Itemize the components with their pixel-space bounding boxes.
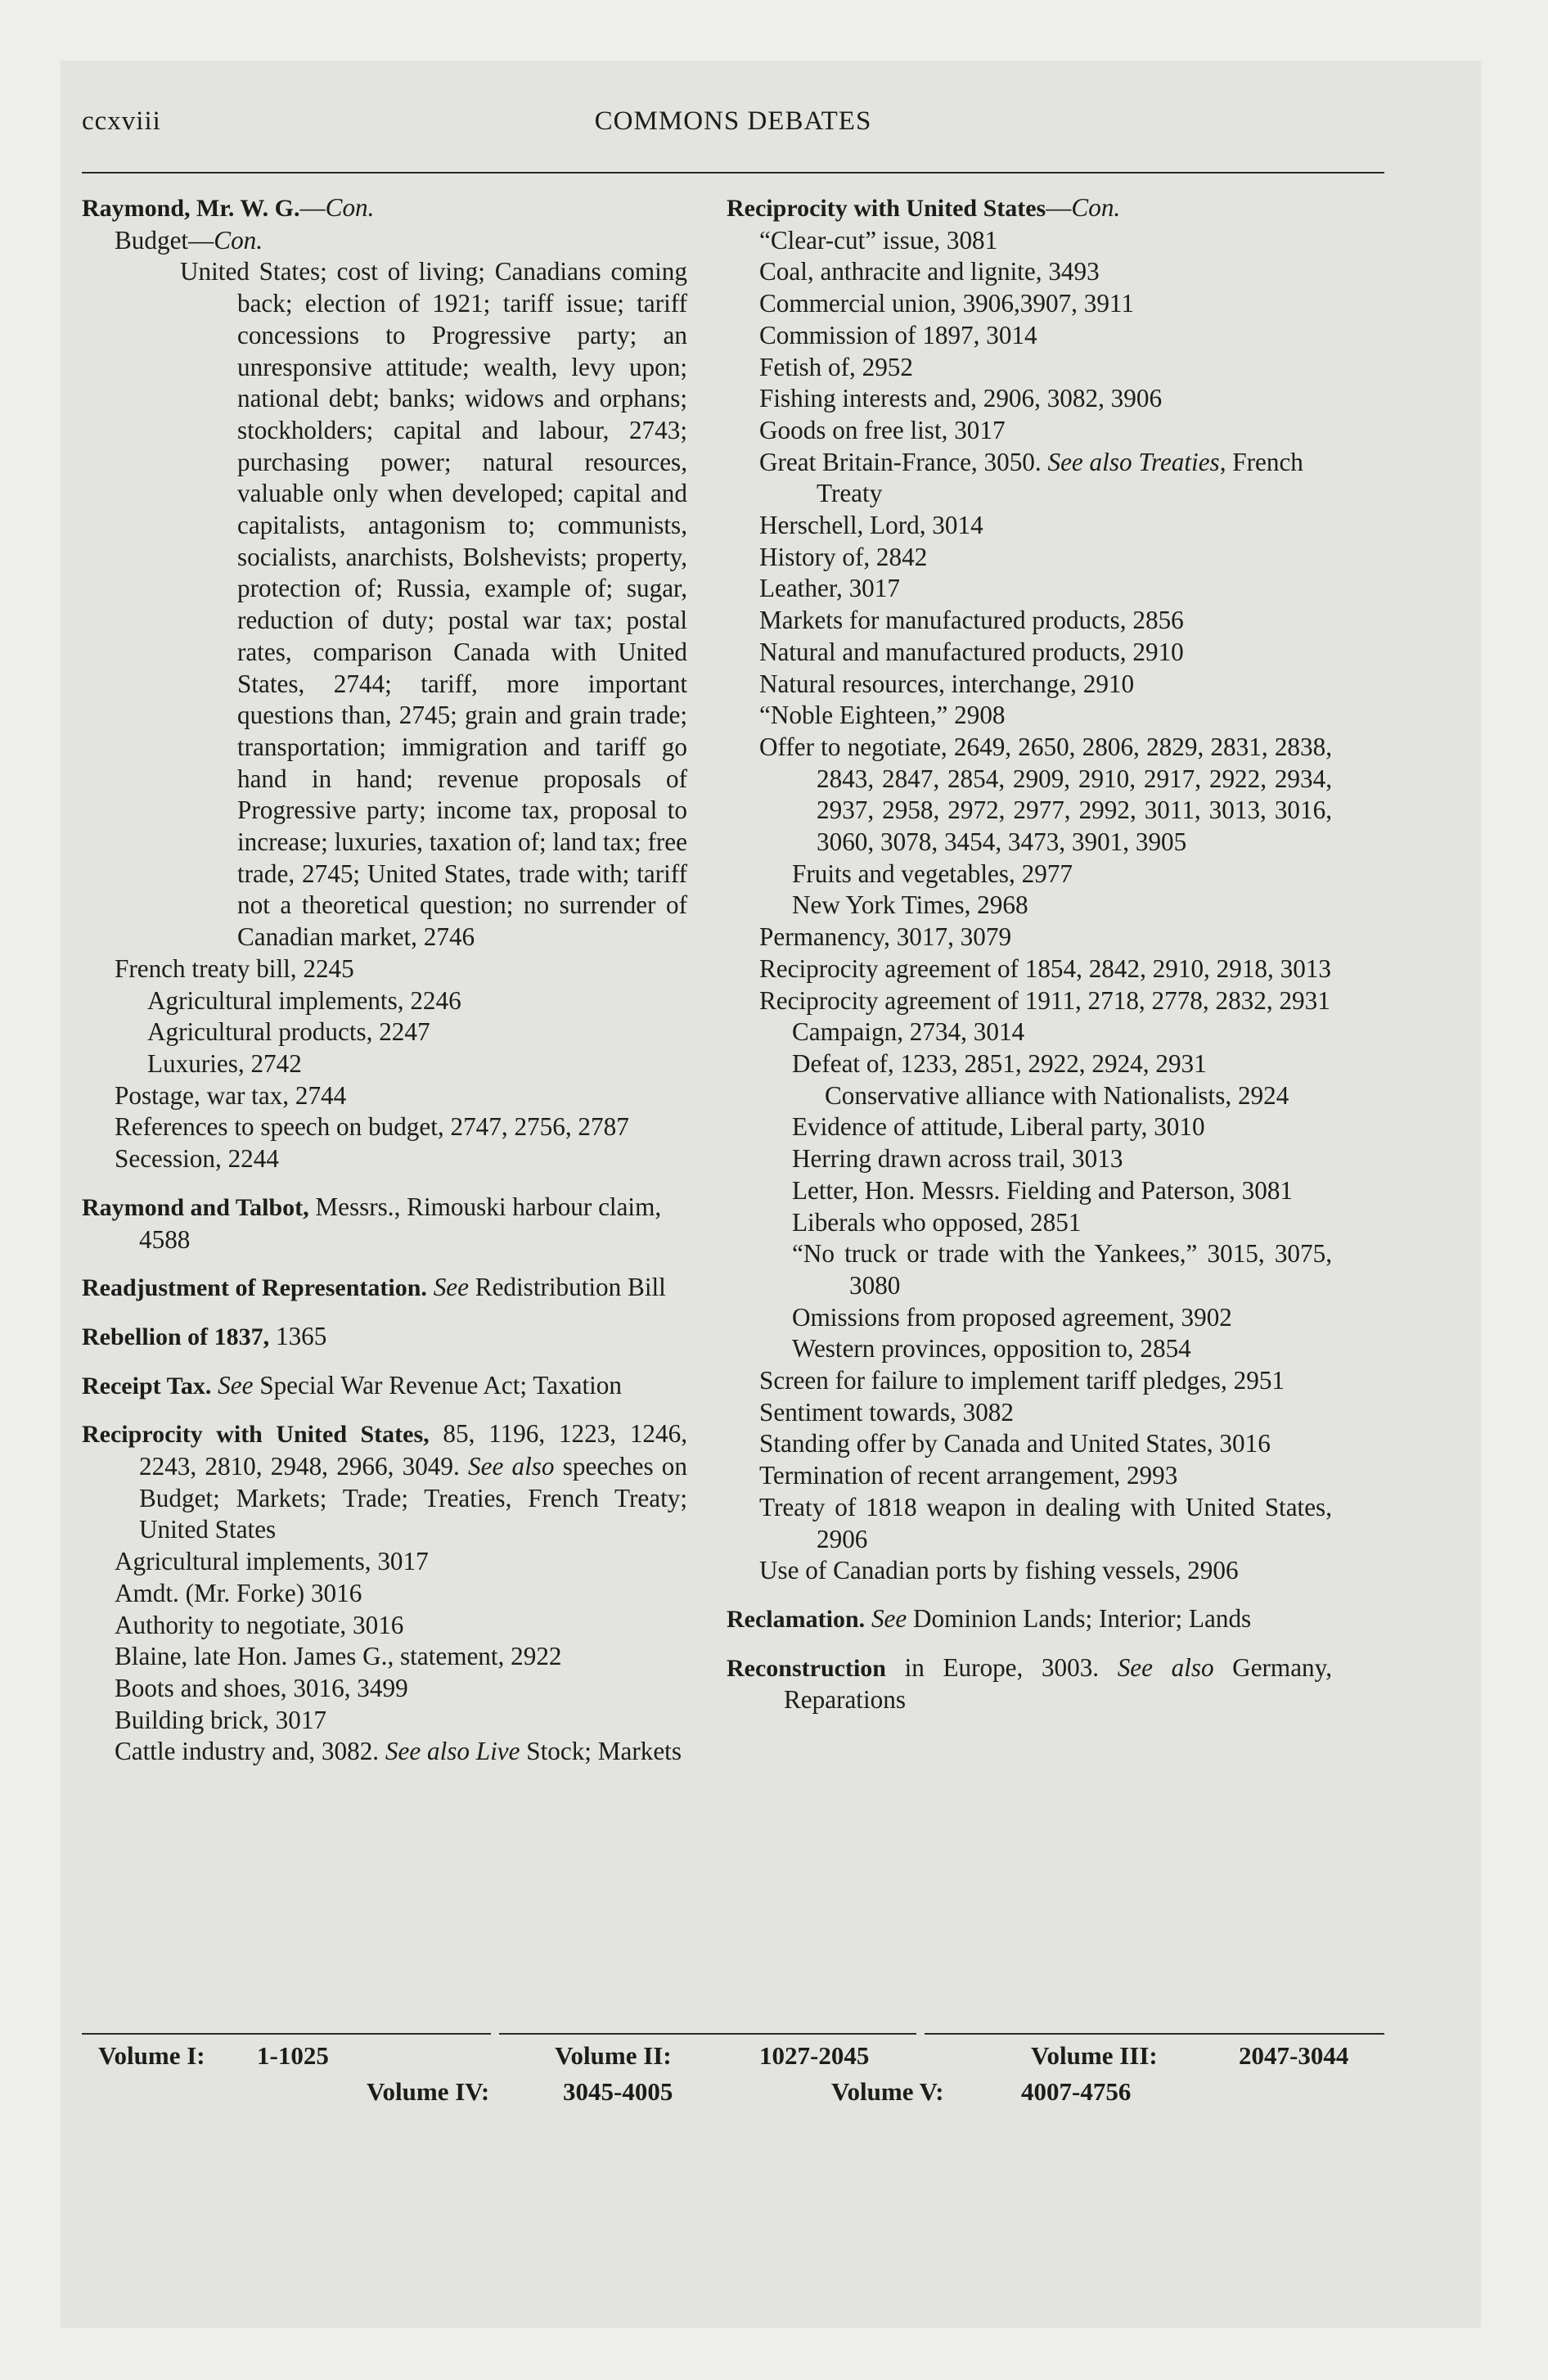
entry-cross-reference: Con. (325, 193, 375, 222)
entry-text: 85, 1196, 1223, 1246, 2243, 2810, 2948, 2966, 3049. (139, 1419, 688, 1481)
footer-rule (925, 2033, 1384, 2035)
index-subentry (727, 256, 1332, 288)
volume-3-label: Volume III: (1031, 2041, 1158, 2070)
entry-text: United States; cost of living; Canadians coming back; election of 1921; tariff issue; tariff concessions to Progressive party; an unresponsive attitude; wealth, levy upon; national debt; banks; widows and orphans; stockholders; capital and labour, 2743; purchasing power; natural resources, valuable only when developed; capital and capitalists, antagonism to; communists, socialists, anarchists, Bolshevists; property, protection of; Russia, example of; sugar, reduction of duty; postal war tax; postal rates, comparison Canada with United States, 2744; tariff, more important questions than, 2745; grain and grain trade; transportation; immigration and tariff go hand in hand; revenue proposals of Progressive party; income tax, proposal to increase; luxuries, taxation of; land tax; free trade, 2745; United States, trade with; tariff not a theoretical question; no surrender of Canadian market, 2746 (180, 257, 687, 952)
entry-text: Western provinces, opposition to, 2854 (792, 1334, 1191, 1364)
entry-headword: Raymond, Mr. W. G. (82, 195, 300, 222)
entry-text: Commission of 1897, 3014 (759, 320, 1037, 349)
entry-text: Natural resources, interchange, 2910 (759, 669, 1135, 698)
index-subentry (727, 1333, 1332, 1365)
entry-headword: Readjustment of Representation. (82, 1274, 427, 1302)
index-heading-entry (82, 1418, 687, 1546)
entry-text: in Europe, 3003. (885, 1652, 1118, 1682)
entry-text: Fetish of, 2952 (759, 352, 913, 381)
index-subentry (727, 922, 1332, 953)
entry-text: Reciprocity agreement of 1854, 2842, 2910, 2918, 3013 (759, 953, 1331, 983)
index-subentry (82, 1048, 687, 1080)
index-subentry (727, 1175, 1332, 1207)
index-subentry (727, 669, 1332, 701)
volume-3-range: 2047-3044 (1239, 2041, 1349, 2070)
entry-text: Building brick, 3017 (115, 1705, 327, 1734)
index-subentry (82, 1673, 687, 1705)
entry-text: Blaine, late Hon. James G., statement, 2922 (115, 1642, 562, 1671)
index-subentry (727, 1365, 1332, 1397)
entry-text: “Noble Eighteen,” 2908 (759, 701, 1006, 730)
index-subentry (82, 1016, 687, 1048)
index-subentry (727, 890, 1332, 922)
entry-text: Great Britain-France, 3050. (759, 447, 1048, 476)
entry-text: Coal, anthracite and lignite, 3493 (759, 257, 1100, 286)
index-subentry (82, 985, 687, 1017)
entry-headword: Reconstruction (727, 1654, 886, 1682)
entry-text: Amdt. (Mr. Forke) 3016 (115, 1578, 362, 1607)
volume-2-label: Volume II: (555, 2041, 672, 2070)
page-number: ccxviii (82, 106, 161, 136)
index-subentry (727, 510, 1332, 542)
volume-2-range: 1027-2045 (759, 2041, 870, 2070)
entry-text: Secession, 2244 (115, 1144, 279, 1174)
entry-text: Luxuries, 2742 (147, 1048, 302, 1078)
entry-text: Budget— (115, 225, 214, 255)
entry-text: Cattle industry and, 3082. (115, 1737, 385, 1766)
entry-text: New York Times, 2968 (792, 890, 1028, 920)
index-subentry (727, 605, 1332, 637)
entry-text: Boots and shoes, 3016, 3499 (115, 1673, 408, 1702)
index-subentry (727, 1555, 1332, 1587)
entry-cross-reference: Con. (1071, 193, 1121, 222)
entry-text: Permanency, 3017, 3079 (759, 922, 1012, 952)
index-subentry (82, 256, 687, 953)
index-subentry (727, 1207, 1332, 1239)
index-subentry (727, 1302, 1332, 1334)
index-subentry (82, 1578, 687, 1610)
entry-text: History of, 2842 (759, 542, 928, 571)
index-subentry (727, 1111, 1332, 1143)
entry-text: Fruits and vegetables, 2977 (792, 859, 1073, 888)
index-subentry (727, 320, 1332, 352)
index-subentry (82, 953, 687, 985)
entry-text: Reciprocity agreement of 1911, 2718, 2778, 2832, 2931 (759, 985, 1330, 1015)
volume-1-range: 1-1025 (257, 2041, 329, 2070)
entry-text: Termination of recent arrangement, 2993 (759, 1461, 1178, 1490)
index-subentry (727, 1460, 1332, 1492)
index-heading-entry (82, 1370, 687, 1403)
index-subentry (727, 352, 1332, 384)
footer-row-2 (82, 2077, 1384, 2108)
entry-text: Authority to negotiate, 3016 (115, 1610, 404, 1639)
entry-headword: Receipt Tax. (82, 1372, 212, 1400)
index-heading-entry (82, 192, 687, 225)
entry-text: Herschell, Lord, 3014 (759, 511, 983, 540)
index-heading-entry (82, 1192, 687, 1255)
volume-1-label: Volume I: (98, 2041, 205, 2070)
index-subentry (727, 637, 1332, 669)
entry-text: Conservative alliance with Nationalists, 2924 (825, 1080, 1289, 1110)
entry-text: Goods on free list, 3017 (759, 415, 1006, 444)
entry-headword: Reciprocity with United States, (82, 1421, 430, 1449)
entry-cross-reference: See also Treaties (1047, 447, 1220, 476)
index-subentry (727, 1492, 1332, 1555)
entry-text: Commercial union, 3906,3907, 3911 (759, 289, 1134, 318)
entry-text (427, 1273, 434, 1301)
entry-text: Omissions from proposed agreement, 3902 (792, 1302, 1232, 1332)
index-subentry (727, 859, 1332, 890)
index-subentry (727, 542, 1332, 574)
entry-text: — (1046, 193, 1072, 222)
running-title: COMMONS DEBATES (594, 106, 872, 136)
entry-text: Messrs., Rimouski harbour claim, 4588 (139, 1192, 662, 1254)
entry-text: Redistribution Bill (468, 1273, 666, 1302)
index-subentry (727, 415, 1332, 447)
volume-footer (82, 2033, 1384, 2108)
entry-text: , French Treaty (817, 447, 1303, 508)
index-subentry (82, 1546, 687, 1578)
index-subentry (727, 1143, 1332, 1175)
entry-text: References to speech on budget, 2747, 2756, 2787 (115, 1112, 629, 1142)
index-subentry (727, 985, 1332, 1017)
entry-text: Sentiment towards, 3082 (759, 1397, 1014, 1427)
volume-5-label: Volume V: (831, 2077, 944, 2106)
index-subentry (727, 573, 1332, 605)
index-subentry (727, 732, 1332, 859)
index-subentry (727, 1428, 1332, 1460)
index-subentry (727, 225, 1332, 257)
entry-headword: Rebellion of 1837, (82, 1323, 270, 1350)
entry-headword: Reclamation. (727, 1605, 866, 1633)
entry-text: “Clear-cut” issue, 3081 (759, 225, 998, 255)
index-subentry (82, 1641, 687, 1673)
entry-headword: Raymond and Talbot, (82, 1193, 309, 1221)
index-subentry (82, 1736, 687, 1768)
index-subentry (727, 383, 1332, 415)
entry-cross-reference: See (871, 1603, 907, 1633)
volume-4-label: Volume IV: (367, 2077, 490, 2106)
index-subentry (727, 1016, 1332, 1048)
entry-text: Campaign, 2734, 3014 (792, 1017, 1025, 1047)
entry-text (211, 1371, 218, 1400)
entry-text: Screen for failure to implement tariff pledges, 2951 (759, 1366, 1285, 1395)
header-rule (82, 172, 1384, 174)
index-subentry (727, 1048, 1332, 1080)
entry-text: Stock; Markets (520, 1737, 682, 1766)
volume-5-range: 4007-4756 (1021, 2077, 1132, 2106)
entry-text: — (299, 193, 326, 222)
entry-text: Herring drawn across trail, 3013 (792, 1144, 1123, 1174)
entry-text: Postage, war tax, 2744 (115, 1080, 347, 1110)
entry-text: 1365 (269, 1321, 327, 1350)
entry-text: Agricultural products, 2247 (147, 1017, 430, 1047)
entry-cross-reference: Con. (214, 225, 263, 255)
entry-text: Liberals who opposed, 2851 (792, 1207, 1082, 1237)
index-subentry (82, 1610, 687, 1642)
index-heading-entry (727, 1652, 1332, 1716)
entry-text: Letter, Hon. Messrs. Fielding and Paterson, 3081 (792, 1175, 1294, 1205)
entry-text: “No truck or trade with the Yankees,” 3015, 3075, 3080 (792, 1239, 1332, 1300)
entry-text: Leather, 3017 (759, 574, 900, 603)
index-heading-entry (727, 192, 1332, 225)
footer-rule (82, 2033, 491, 2035)
entry-text: Treaty of 1818 weapon in dealing with United States, 2906 (759, 1492, 1332, 1553)
index-subentry (82, 1705, 687, 1737)
entry-text: Natural and manufactured products, 2910 (759, 637, 1184, 666)
footer-row-1 (82, 2041, 1384, 2072)
volume-4-range: 3045-4005 (563, 2077, 673, 2106)
index-subentry (727, 1080, 1332, 1112)
index-subentry (727, 447, 1332, 510)
index-subentry (727, 288, 1332, 320)
entry-text: Defeat of, 1233, 2851, 2922, 2924, 2931 (792, 1048, 1207, 1078)
entry-text: French treaty bill, 2245 (115, 953, 354, 983)
index-subentry (727, 1238, 1332, 1301)
index-subentry (82, 1143, 687, 1175)
entry-text: Germany, Reparations (784, 1652, 1332, 1715)
entry-text: Evidence of attitude, Liberal party, 3010 (792, 1112, 1205, 1142)
entry-cross-reference: See also (1117, 1652, 1214, 1682)
entry-text: Fishing interests and, 2906, 3082, 3906 (759, 384, 1163, 413)
entry-text: Markets for manufactured products, 2856 (759, 606, 1184, 635)
page-header (82, 106, 1384, 142)
left-column (82, 192, 687, 1768)
entry-text: Agricultural implements, 2246 (147, 985, 461, 1015)
entry-text: Dominion Lands; Interior; Lands (907, 1603, 1252, 1633)
entry-cross-reference: See also (468, 1452, 555, 1481)
entry-text: Agricultural implements, 3017 (115, 1547, 429, 1576)
index-subentry (82, 1111, 687, 1143)
right-column (727, 192, 1332, 1716)
footer-rule (499, 2033, 916, 2035)
entry-cross-reference: See also Live (385, 1737, 520, 1766)
index-subentry (727, 953, 1332, 985)
entry-cross-reference: See (218, 1370, 254, 1400)
index-heading-entry (727, 1603, 1332, 1636)
entry-text: Standing offer by Canada and United States, 3016 (759, 1429, 1271, 1458)
index-subentry (727, 1397, 1332, 1429)
entry-text: speeches on Budget; Markets; Trade; Treaties, French Treaty; United States (139, 1452, 687, 1544)
index-heading-entry (82, 1272, 687, 1305)
index-subentry (727, 700, 1332, 732)
entry-text (865, 1604, 871, 1633)
footer-rules (82, 2033, 1384, 2036)
entry-cross-reference: See (433, 1273, 469, 1302)
entry-text: Special War Revenue Act; Taxation (253, 1370, 622, 1400)
index-heading-entry (82, 1321, 687, 1354)
entry-text: Offer to negotiate, 2649, 2650, 2806, 2829, 2831, 2838, 2843, 2847, 2854, 2909, 2910, 2917, 2922, 2934, 2937, 2958, 2972, 2977, 2992, 3011, 3013, 3016, 3060, 3078, 3454, 3473, 3901, 3905 (759, 732, 1332, 857)
index-subentry (82, 1080, 687, 1112)
entry-headword: Reciprocity with United States (727, 195, 1046, 222)
entry-text: Use of Canadian ports by fishing vessels, 2906 (759, 1556, 1239, 1585)
index-subentry (82, 225, 687, 257)
